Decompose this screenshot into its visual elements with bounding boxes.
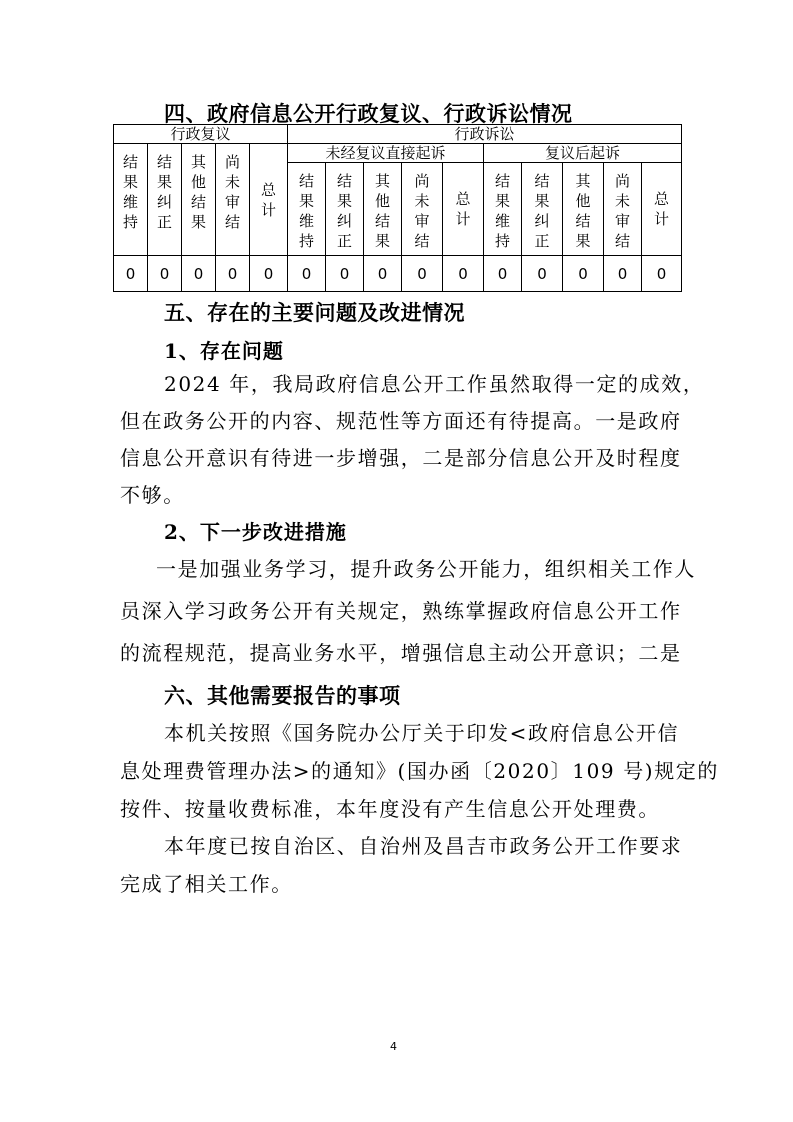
table-cell-value: 0: [364, 256, 402, 292]
col-direct-other: 其他结果: [364, 163, 402, 256]
table-cell-value: 0: [522, 256, 563, 292]
paragraph-line: 一是加强业务学习，提升政务公开能力，组织相关工作人: [156, 557, 696, 581]
col-after-upheld: 结果维持: [484, 163, 522, 256]
col-review-pending: 尚未审结: [216, 144, 250, 256]
page-number: 4: [390, 1040, 397, 1053]
col-direct-pending: 尚未审结: [402, 163, 443, 256]
section6-paragraph-completion: [120, 827, 682, 903]
col-after-other: 其他结果: [563, 163, 604, 256]
col-after-corrected: 结果纠正: [522, 163, 563, 256]
col-direct-upheld: 结果维持: [288, 163, 326, 256]
col-direct-corrected: 结果纠正: [326, 163, 364, 256]
table-cell-value: 0: [642, 256, 682, 292]
header-administrative-litigation: 行政诉讼: [288, 125, 682, 144]
table-cell-value: 0: [288, 256, 326, 292]
table-cell-value: 0: [326, 256, 364, 292]
section6-paragraph-fees: [120, 714, 719, 828]
table-cell-value: 0: [443, 256, 484, 292]
paragraph-line: 但在政务公开的内容、规范性等方面还有待提高。一是政府: [120, 409, 682, 433]
col-after-pending: 尚未审结: [604, 163, 642, 256]
paragraph-line: 信息公开意识有待进一步增强，二是部分信息公开及时程度: [120, 446, 682, 470]
paragraph-line: 息处理费管理办法>的通知》(国办函〔2020〕109 号)规定的: [120, 759, 719, 783]
paragraph-line: 按件、按量收费标准，本年度没有产生信息公开处理费。: [120, 797, 660, 821]
section5-sub1-heading: 1、存在问题: [164, 339, 284, 363]
table-cell-value: 0: [216, 256, 250, 292]
paragraph-line: 员深入学习政务公开有关规定，熟练掌握政府信息公开工作: [120, 599, 682, 623]
paragraph-line: 的流程规范，提高业务水平，增强信息主动公开意识；二是: [120, 641, 682, 665]
paragraph-line: 本机关按照《国务院办公厅关于印发<政府信息公开信: [164, 721, 680, 745]
col-review-upheld: 结果维持: [114, 144, 148, 256]
section5-paragraph-problems: [120, 366, 704, 514]
table-cell-value: 0: [604, 256, 642, 292]
table-cell-value: 0: [114, 256, 148, 292]
table-cell-value: 0: [563, 256, 604, 292]
section4-heading: 四、政府信息公开行政复议、行政诉讼情况: [164, 102, 573, 126]
paragraph-line: 完成了相关工作。: [120, 872, 293, 896]
col-direct-total: 总计: [443, 163, 484, 256]
table-cell-value: 0: [402, 256, 443, 292]
section5-paragraph-measures: [120, 548, 696, 674]
header-administrative-review: 行政复议: [114, 125, 288, 144]
col-after-total: 总计: [642, 163, 682, 256]
table-cell-value: 0: [250, 256, 288, 292]
section5-sub2-heading: 2、下一步改进措施: [164, 520, 347, 544]
table-cell-value: 0: [148, 256, 182, 292]
paragraph-line: 2024 年，我局政府信息公开工作虽然取得一定的成效，: [164, 372, 705, 396]
header-litigation-after-review: 复议后起诉: [484, 144, 682, 163]
col-review-other: 其他结果: [182, 144, 216, 256]
section6-heading: 六、其他需要报告的事项: [164, 684, 401, 708]
section5-heading: 五、存在的主要问题及改进情况: [164, 301, 465, 325]
col-review-total: 总计: [250, 144, 288, 256]
appeal-litigation-table: [113, 124, 682, 292]
col-review-corrected: 结果纠正: [148, 144, 182, 256]
table-cell-value: 0: [484, 256, 522, 292]
paragraph-line: 不够。: [120, 483, 185, 507]
header-direct-litigation: 未经复议直接起诉: [288, 144, 484, 163]
paragraph-line: 本年度已按自治区、自治州及昌吉市政务公开工作要求: [164, 834, 683, 858]
table-cell-value: 0: [182, 256, 216, 292]
